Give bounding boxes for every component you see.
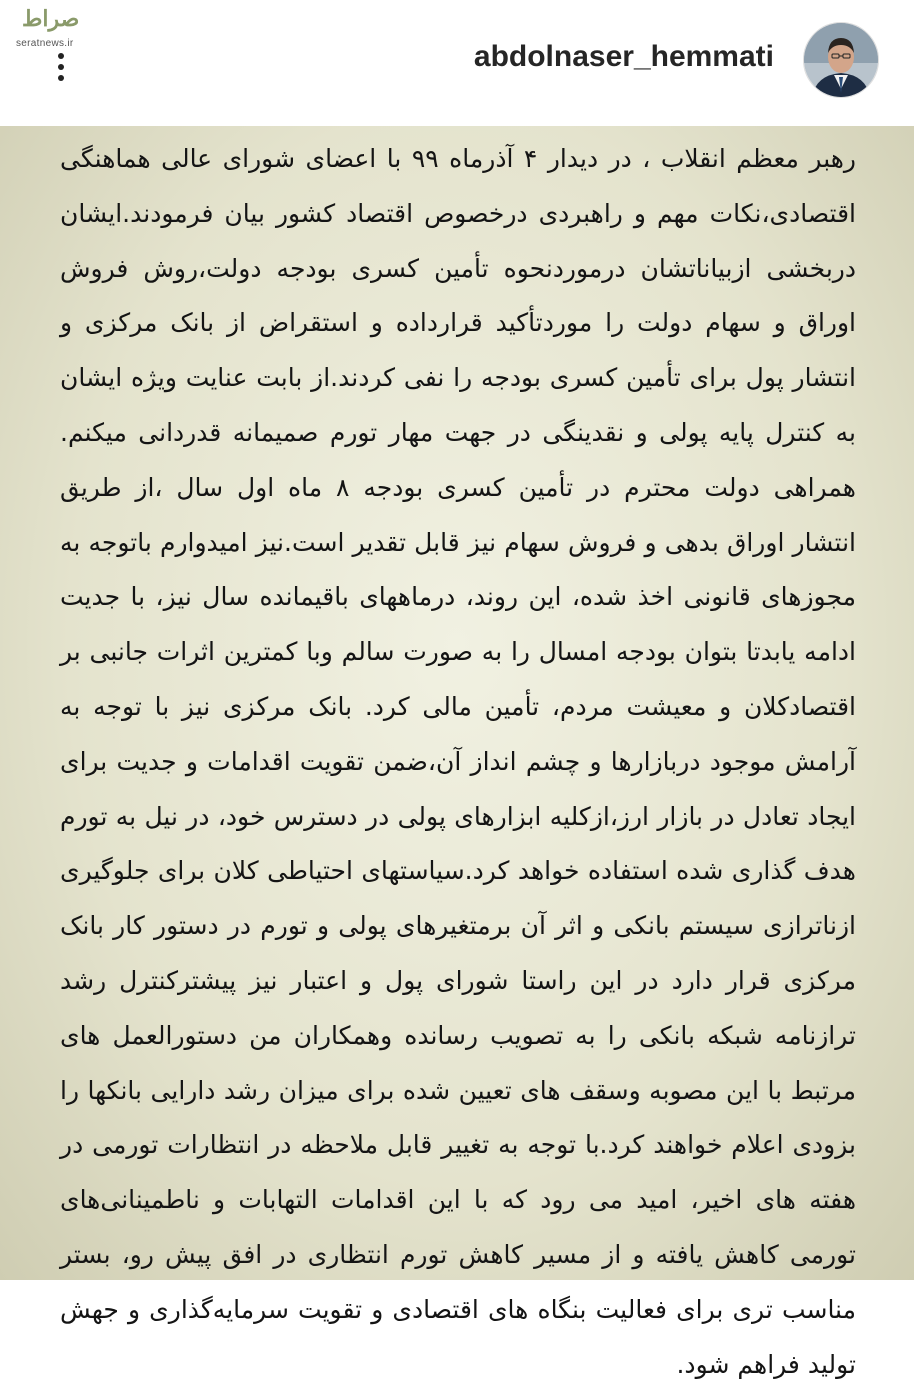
username[interactable]: abdolnaser_hemmati [473, 40, 774, 73]
watermark-site: seratnews.ir [16, 38, 74, 49]
post-text: رهبر معظم انقلاب ، در دیدار ۴ آذرماه ۹۹ با اعضای شورای عالی هماهنگی اقتصادی،نکات مهم و راهبردی درخصوص اقتصاد کشور بیان فرمودند.ایشان دربخشی ازبیاناتشان درموردنحوه تأمین کسری بودجه دولت،روش فروش اوراق و سهام دولت را موردتأکید قرارداده و استقراض از بانک مرکزی و انتشار پول برای تأمین کسری بودجه را نفی کردند.از بابت عنایت ویژه ایشان به کنترل پایه پولی و نقدینگی در جهت مهار تورم صمیمانه قدردانی میکنم. همراهی دولت محترم در تأمین کسری بودجه ۸ ماه اول سال ،از طریق انتشار اوراق بدهی و فروش سهام نیز قابل تقدیر است.نیز امیدوارم باتوجه به مجوزهای قانونی اخذ شده، این روند، درماههای باقیمانده سال نیز، با جدیت ادامه یابدتا بتوان بودجه امسال را به صورت سالم وبا کمترین اثرات جانبی بر اقتصادکلان و معیشت مردم، تأمین مالی کرد. بانک مرکزی نیز با توجه به آرامش موجود دربازارها و چشم انداز آن،ضمن تقویت اقدامات و جدیت برای ایجاد تعادل در بازار ارز،ازکلیه ابزارهای پولی در دسترس خود، در نیل به تورم هدف گذاری شده استفاده خواهد کرد.سیاستهای احتیاطی کلان برای جلوگیری ازناترازی سیستم بانکی و اثر آن برمتغیرهای پولی و تورم در دستور کار بانک مرکزی قرار دارد در این راستا شورای پول و اعتبار نیز پیشترکنترل رشد ترازنامه شبکه بانکی را به تصویب رسانده وهمکاران من دستورالعمل های مرتبط با این مصوبه وسقف های تعیین شده برای میزان رشد دارایی بانکها را بزودی اعلام خواهند کرد.با توجه به تغییر قابل ملاحظه در انتظارات تورمی در هفته های اخیر، امید می رود که با این اقدامات التهابات و ناطمینانی‌های تورمی کاهش یافته و از مسیر کاهش تورم انتظاری در افق پیش رو، بستر مناسب تری برای فعالیت بنگاه های اقتصادی و تقویت سرمایه‌گذاری و جهش تولید فراهم شود. [60, 144, 856, 1379]
post-header [0, 0, 914, 126]
avatar[interactable] [803, 22, 879, 98]
watermark [16, 6, 98, 52]
profile-photo-icon [804, 23, 878, 97]
more-vertical-icon[interactable] [56, 53, 66, 83]
post-image [0, 126, 914, 1379]
watermark-logo: صراط [22, 6, 80, 32]
